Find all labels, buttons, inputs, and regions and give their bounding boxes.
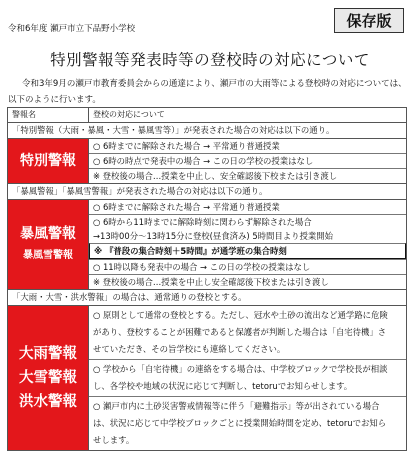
paragraph-line: は、状況に応じて中学校ブロックごとに授業開始時間を定め、tetoruでお知ら	[93, 418, 387, 428]
response-line: ○ 6時から11時までに解除時刻に関わらず解除された場合	[89, 214, 406, 229]
response-line: →13時00分～13時15分に登校(昼食済み) 5時間目より授業開始	[93, 231, 334, 241]
storm-warning-condition: 「暴風警報」「暴風雪警報」が発表された場合の対応は以下の通り。	[8, 184, 407, 200]
paragraph-line: せします。	[93, 435, 135, 445]
header-alert-name: 警報名	[8, 108, 89, 123]
response-line: ○ 11時以降も発表中の場合 → この日の学校の授業はなし	[89, 259, 406, 274]
section-body-row	[8, 306, 407, 451]
special-warning-condition: 「特別警報（大雨・暴風・大雪・暴風雪等）」が発表された場合の対応は以下の通り。	[8, 123, 407, 139]
paragraph-line: があり、登校することが困難であると保護者が判断した場合は「自宅待機」さ	[93, 327, 387, 337]
table-header-row	[8, 108, 407, 123]
snowstorm-warning-label: 暴風雪警報	[23, 249, 73, 261]
header-response: 登校の対応について	[89, 108, 407, 123]
paragraph-line: ○ 瀬戸市内に土砂災害警戒情報等に伴う「避難指示」等が出されている場合	[93, 401, 380, 411]
policy-paragraph	[89, 359, 406, 396]
paragraph-line: ○ 原則として通常の登校とする。ただし、冠水や土砂の流出など通学路に危険	[93, 310, 388, 320]
paragraph-line: し、各学校や地域の状況に応じて判断し、tetoruでお知らせします。	[93, 381, 353, 391]
policy-paragraph	[89, 306, 406, 359]
rain-warning-condition: 「大雨・大雪・洪水警報」の場合は、通常通りの登校とする。	[8, 290, 407, 306]
heavy-snow-warning-label: 大雪警報	[19, 370, 77, 386]
special-warning-response	[89, 139, 407, 184]
section-body-row	[8, 200, 407, 290]
school-name: 令和6年度 瀬戸市立下品野小学校	[8, 24, 136, 34]
storm-warning-label-cell	[8, 200, 89, 290]
response-table	[7, 107, 407, 451]
policy-paragraph	[89, 396, 406, 450]
section-body-row	[8, 139, 407, 184]
storm-warning-label: 暴風警報	[20, 225, 76, 242]
rain-warning-response	[89, 306, 407, 451]
section-condition-row	[8, 290, 407, 306]
heavy-rain-warning-label: 大雨警報	[19, 346, 77, 362]
flood-warning-label: 洪水警報	[19, 394, 77, 410]
response-line: ※ 登校後の場合…授業を中止し安全確認後下校または引き渡し	[89, 274, 406, 289]
response-line: ※ 登校後の場合…授業を中止し、安全確認後下校または引き渡し	[89, 168, 406, 183]
saved-version-badge: 保存版	[334, 8, 404, 33]
response-line: ○ 6時の時点で発表中の場合 → この日の学校の授業はなし	[89, 153, 406, 168]
intro-line-1: 令和3年9月の瀬戸市教育委員会からの通達により、瀬戸市の大雨等による登校時の対応については、	[22, 79, 407, 89]
paragraph-line: せていただき、その旨学校にも連絡してください。	[93, 344, 286, 354]
section-condition-row	[8, 123, 407, 139]
response-line: ○ 6時までに解除された場合 → 平常通り普通授業	[93, 141, 280, 151]
section-condition-row	[8, 184, 407, 200]
rain-warning-label-cell	[8, 306, 89, 451]
intro-line-2: 以下のように行います。	[8, 95, 101, 105]
page-title: 特別警報等発表時等の登校時の対応について	[50, 51, 370, 69]
response-line: ○ 6時までに解除された場合 → 平常通り普通授業	[93, 202, 280, 212]
storm-warning-response	[89, 200, 407, 290]
special-warning-label: 特別警報	[8, 139, 89, 184]
paragraph-line: ○ 学校から「自宅待機」の連絡をする場合は、中学校ブロックで学校長が相談	[93, 364, 388, 374]
highlight-line: ※ 『普段の集合時刻＋5時間』が通学班の集合時刻	[89, 243, 406, 259]
